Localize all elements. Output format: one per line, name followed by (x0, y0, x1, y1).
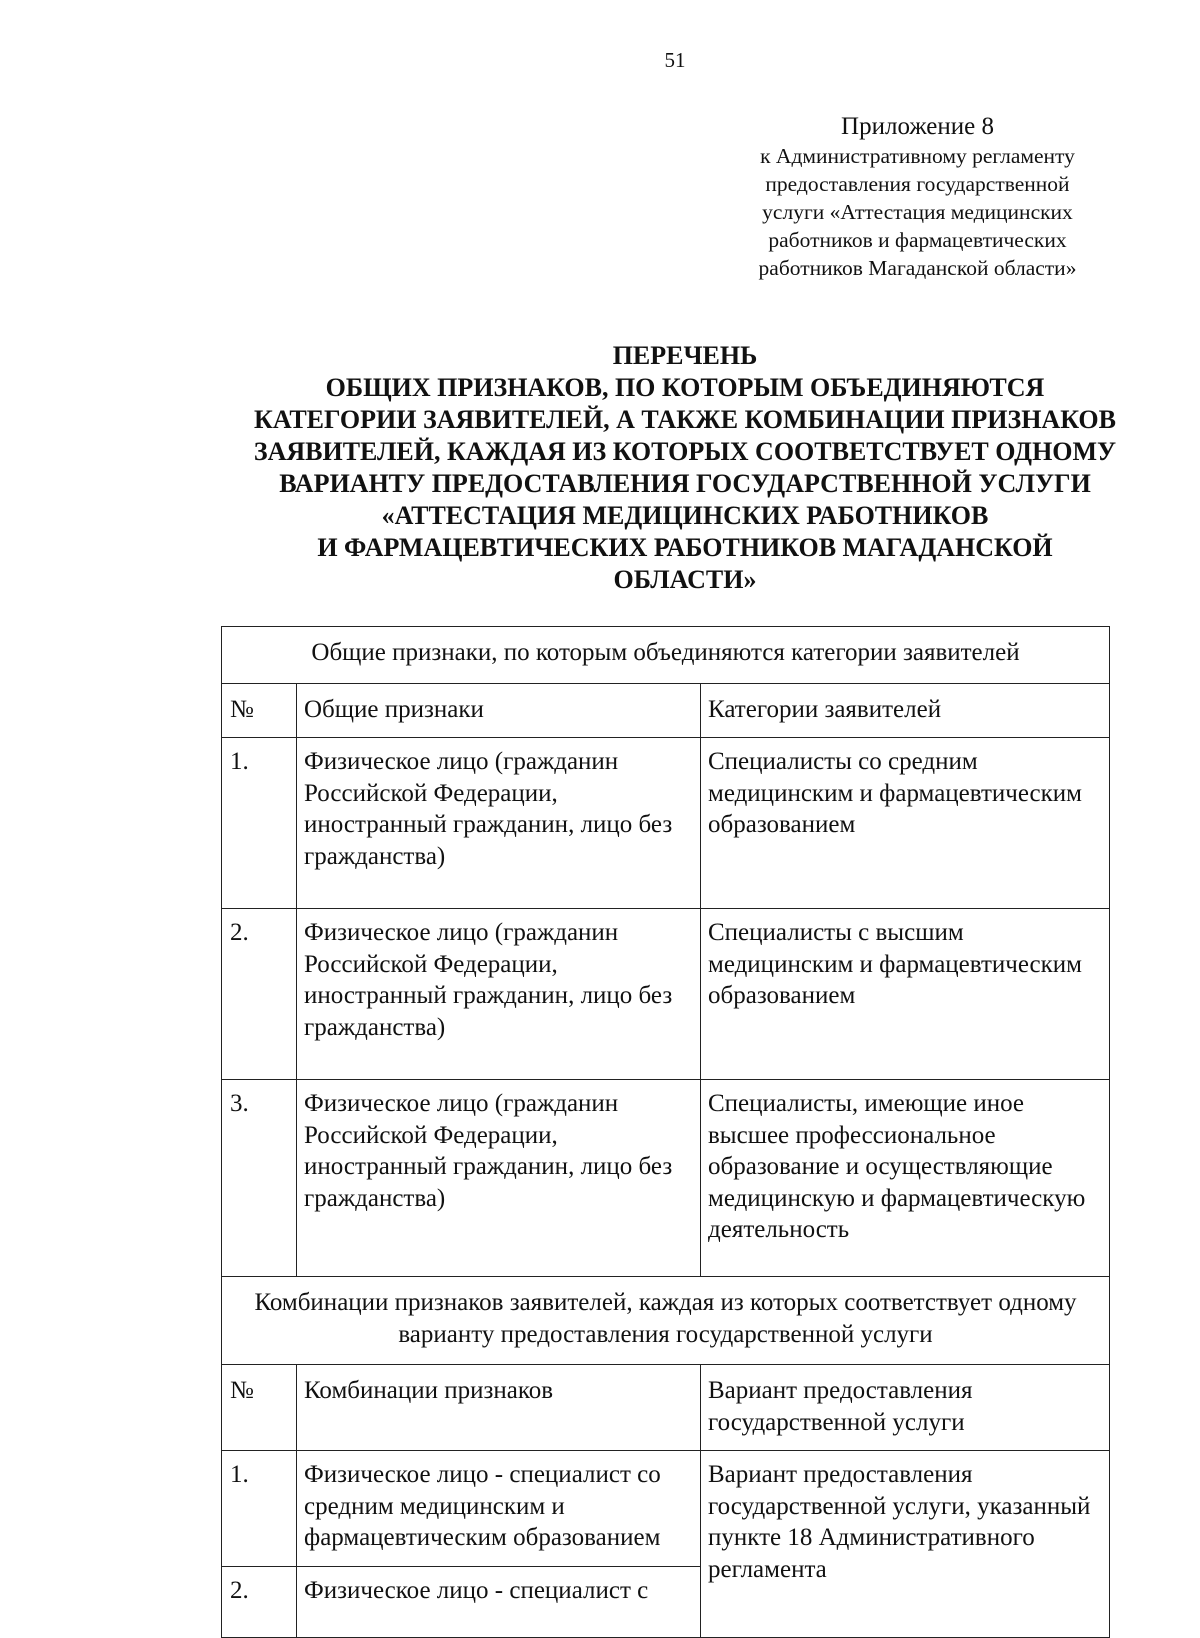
row-combination: Физическое лицо - специалист с (297, 1566, 701, 1637)
appendix-line: предоставления государственной (765, 172, 1070, 196)
appendix-line: к Административному регламенту (760, 144, 1075, 168)
row-category: Специалисты со средним медицинским и фармацевтическим образованием (701, 738, 1110, 909)
header-service-variant: Вариант предоставления государственной услуги (701, 1365, 1110, 1451)
row-service-variant: Вариант предоставления государственной услуги, указанный пункте 18 Административного регламента (701, 1451, 1110, 1638)
row-category: Специалисты с высшим медицинским и фармацевтическим образованием (701, 909, 1110, 1080)
appendix-line: услуги «Аттестация медицинских (762, 200, 1073, 224)
heading-line: ЗАЯВИТЕЛЕЙ, КАЖДАЯ ИЗ КОТОРЫХ СООТВЕТСТВУЕТ ОДНОМУ (253, 437, 1117, 466)
heading-line: «АТТЕСТАЦИЯ МЕДИЦИНСКИХ РАБОТНИКОВ (381, 501, 989, 530)
table-row (222, 909, 1110, 1080)
appendix-title: Приложение 8 (841, 113, 994, 140)
row-sign: Физическое лицо (гражданин Российской Федерации, иностранный гражданин, лицо без гражданства) (297, 909, 701, 1080)
heading-line: ОБЛАСТИ» (613, 565, 757, 594)
table-header-row (222, 683, 1110, 738)
header-number: № (222, 1365, 297, 1451)
header-combinations: Комбинации признаков (297, 1365, 701, 1451)
header-number: № (222, 683, 297, 738)
row-sign: Физическое лицо (гражданин Российской Федерации, иностранный гражданин, лицо без гражданства) (297, 1080, 701, 1277)
appendix-line: работников и фармацевтических (768, 228, 1067, 252)
table-row (222, 1080, 1110, 1277)
table-row (222, 738, 1110, 909)
heading-line: КАТЕГОРИИ ЗАЯВИТЕЛЕЙ, А ТАКЖЕ КОМБИНАЦИИ ПРИЗНАКОВ (254, 405, 1116, 434)
row-sign: Физическое лицо (гражданин Российской Федерации, иностранный гражданин, лицо без гражданства) (297, 738, 701, 909)
heading-line: ВАРИАНТУ ПРЕДОСТАВЛЕНИЯ ГОСУДАРСТВЕННОЙ УСЛУГИ (279, 469, 1091, 498)
heading-line: ОБЩИХ ПРИЗНАКОВ, ПО КОТОРЫМ ОБЪЕДИНЯЮТСЯ (325, 373, 1045, 402)
heading-line: И ФАРМАЦЕВТИЧЕСКИХ РАБОТНИКОВ МАГАДАНСКОЙ (317, 533, 1053, 562)
document-heading (180, 340, 1190, 596)
row-number: 2. (222, 1566, 297, 1637)
header-general-signs: Общие признаки (297, 683, 701, 738)
appendix-block (735, 112, 1100, 282)
heading-line: ПЕРЕЧЕНЬ (612, 341, 758, 370)
row-number: 2. (222, 909, 297, 1080)
section-title-general: Общие признаки, по которым объединяются категории заявителей (222, 627, 1110, 684)
criteria-table (221, 626, 1110, 1638)
row-category: Специалисты, имеющие иное высшее профессиональное образование и осуществляющие медицинскую и фармацевтическую деятельность (701, 1080, 1110, 1277)
row-number: 1. (222, 738, 297, 909)
table-section-row (222, 1277, 1110, 1365)
table-header-row (222, 1365, 1110, 1451)
section-title-combinations: Комбинации признаков заявителей, каждая из которых соответствует одному варианту предоставления государственной услуги (222, 1277, 1110, 1365)
table-section-row (222, 627, 1110, 684)
row-number: 3. (222, 1080, 297, 1277)
header-applicant-categories: Категории заявителей (701, 683, 1110, 738)
row-number: 1. (222, 1451, 297, 1567)
row-combination: Физическое лицо - специалист со средним медицинским и фармацевтическим образованием (297, 1451, 701, 1567)
table-row (222, 1451, 1110, 1567)
page-number: 51 (664, 48, 686, 72)
appendix-line: работников Магаданской области» (758, 256, 1077, 280)
